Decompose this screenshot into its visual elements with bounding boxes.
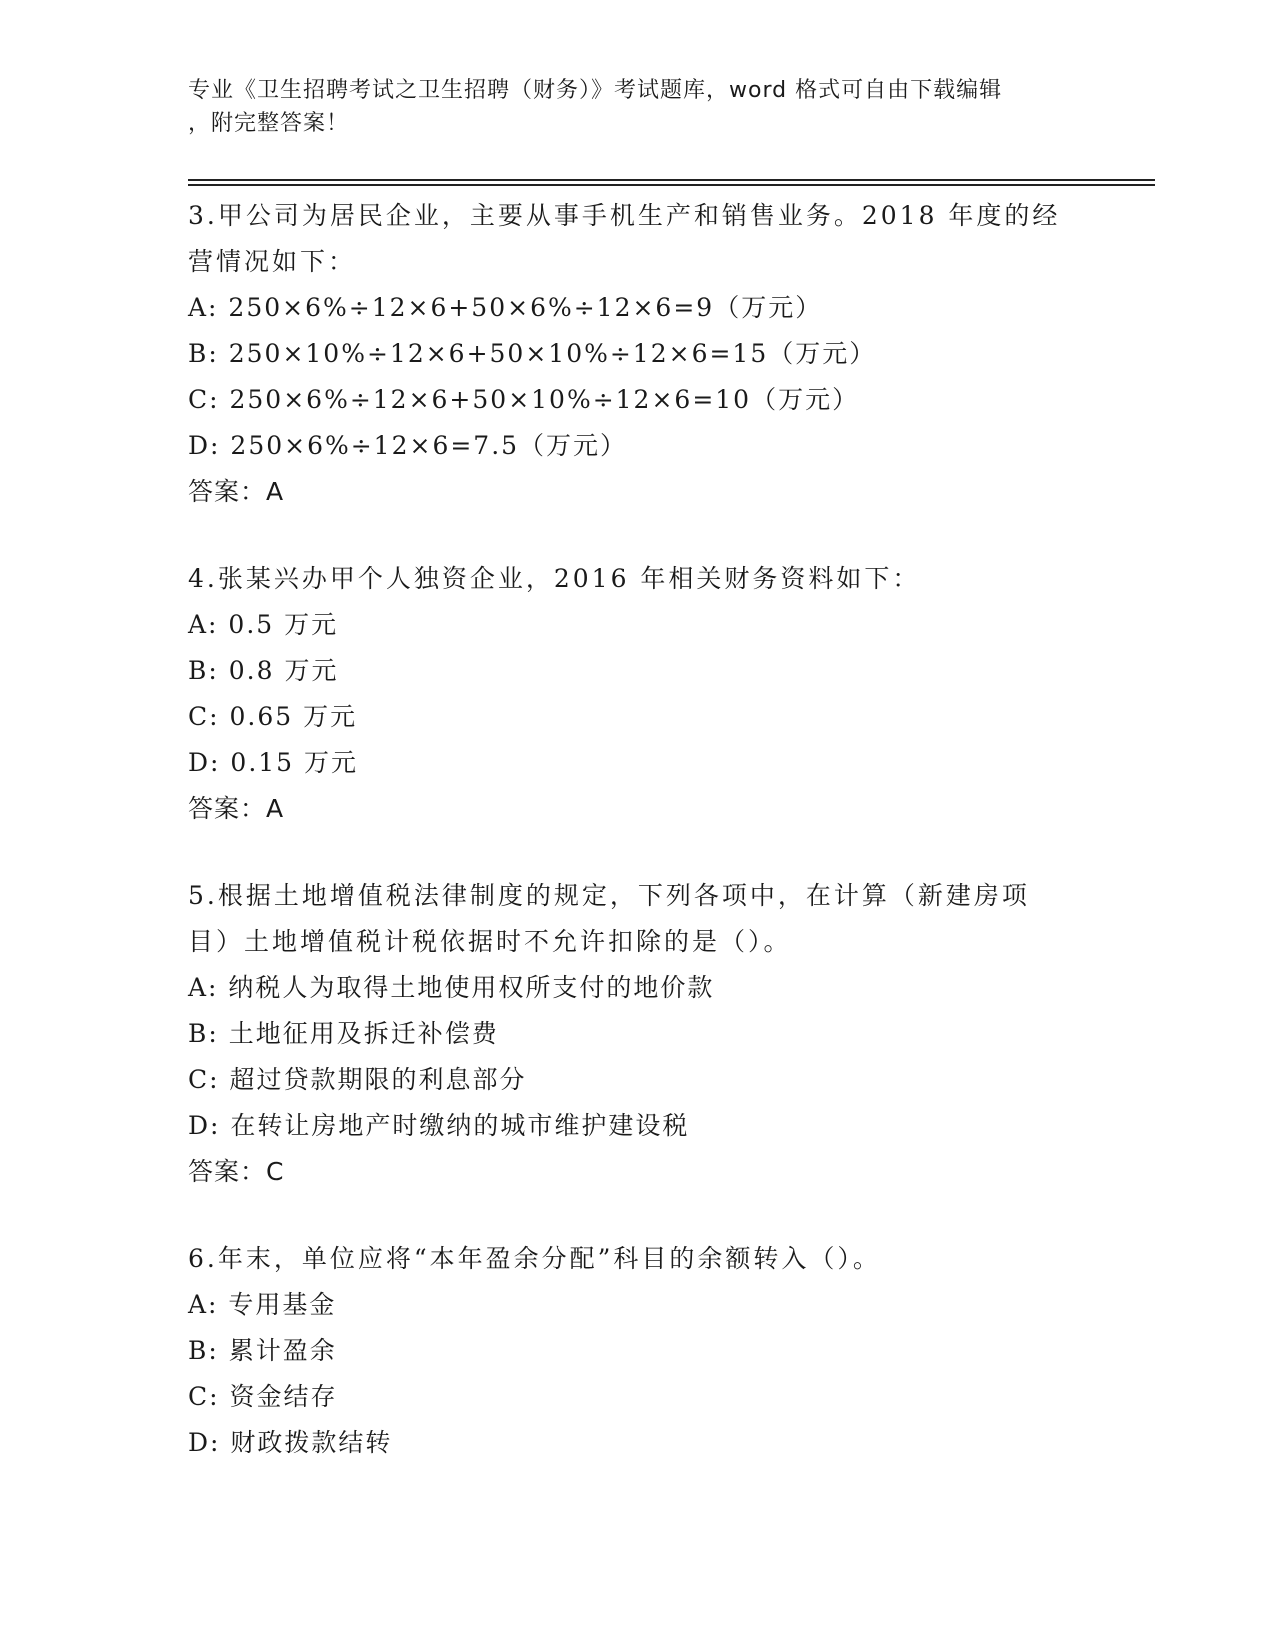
option-d: D: 250×6%÷12×6=7.5（万元） (188, 431, 628, 460)
header-divider-top (188, 179, 1155, 181)
question-stem-line: 4.张某兴办甲个人独资企业，2016 年相关财务资料如下： (188, 564, 921, 593)
question-stem-line: 营情况如下： (188, 247, 357, 276)
option-b: B: 土地征用及拆迁补偿费 (188, 1019, 499, 1048)
option-a: A: 专用基金 (188, 1290, 337, 1319)
option-d: D: 0.15 万元 (188, 748, 359, 777)
header-line-2: ，附完整答案！ (188, 111, 350, 136)
option-d: D: 财政拨款结转 (188, 1428, 393, 1457)
answer-line: 答案：C (188, 1157, 285, 1186)
option-c: C: 超过贷款期限的利息部分 (188, 1065, 527, 1094)
option-a: A: 纳税人为取得土地使用权所支付的地价款 (188, 973, 715, 1002)
document-header (188, 74, 1068, 140)
option-b: B: 累计盈余 (188, 1336, 337, 1365)
option-a: A: 250×6%÷12×6+50×6%÷12×6=9（万元） (188, 293, 823, 322)
question-list (188, 193, 1088, 1507)
answer-line: 答案：A (188, 477, 285, 506)
option-a: A: 0.5 万元 (188, 610, 339, 639)
option-b: B: 250×10%÷12×6+50×10%÷12×6=15（万元） (188, 339, 877, 368)
question-stem-line: 3.甲公司为居民企业，主要从事手机生产和销售业务。2018 年度的经 (188, 201, 1061, 230)
answer-line: 答案：A (188, 794, 285, 823)
option-b: B: 0.8 万元 (188, 656, 339, 685)
question-stem-line: 5.根据土地增值税法律制度的规定，下列各项中，在计算（新建房项 (188, 881, 1030, 910)
question-6 (188, 1236, 1088, 1466)
option-c: C: 250×6%÷12×6+50×10%÷12×6=10（万元） (188, 385, 860, 414)
question-stem-line: 目）土地增值税计税依据时不允许扣除的是（）。 (188, 927, 792, 956)
question-5 (188, 873, 1088, 1195)
option-d: D: 在转让房地产时缴纳的城市维护建设税 (188, 1111, 690, 1140)
question-3 (188, 193, 1088, 515)
option-c: C: 0.65 万元 (188, 702, 358, 731)
header-line-1: 专业《卫生招聘考试之卫生招聘（财务）》考试题库，word 格式可自由下载编辑 (188, 78, 1003, 103)
question-4 (188, 556, 1088, 832)
question-stem-line: 6.年末，单位应将“本年盈余分配”科目的余额转入（）。 (188, 1244, 881, 1273)
option-c: C: 资金结存 (188, 1382, 338, 1411)
header-divider-bottom (188, 184, 1155, 186)
